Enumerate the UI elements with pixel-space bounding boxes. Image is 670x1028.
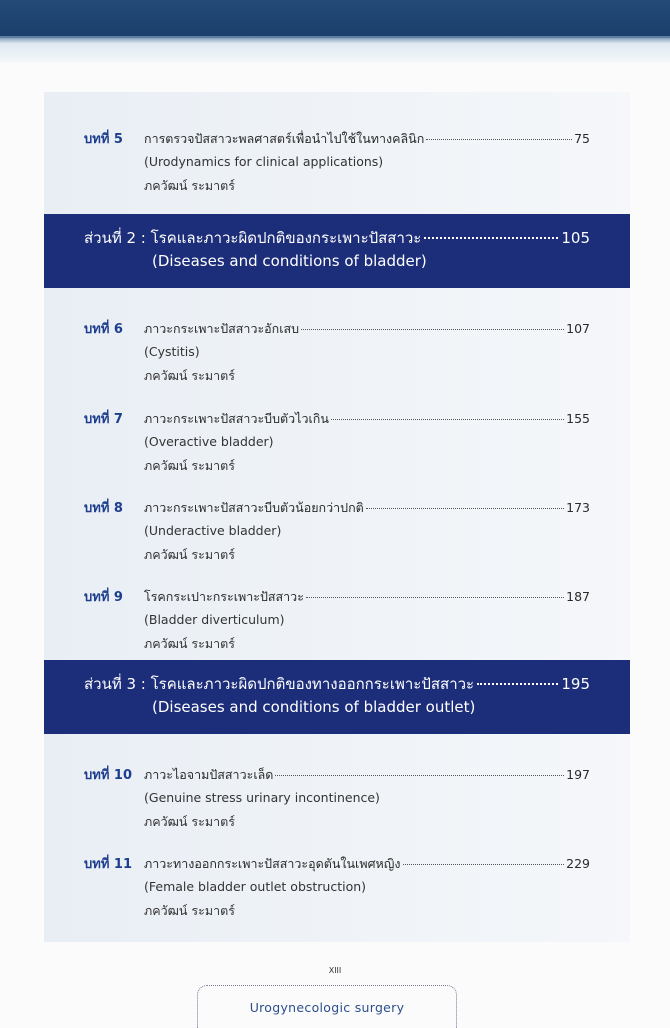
chapter-page: 173 — [566, 500, 590, 515]
chapter-subtitle: (Urodynamics for clinical applications) — [144, 154, 384, 169]
page-number: XIII — [328, 966, 342, 975]
section-page: 195 — [561, 675, 590, 693]
chapter-title: ภาวะไอจามปัสสาวะเล็ด — [144, 767, 274, 782]
chapter-author: ภควัฒน์ ระมาตร์ — [144, 903, 235, 918]
section-title: ส่วนที่ 3 : โรคและภาวะผิดปกติของทางออกกระเพาะปัสสาวะ — [84, 675, 475, 693]
chapter-author: ภควัฒน์ ระมาตร์ — [144, 458, 235, 473]
leader-dots — [275, 775, 564, 776]
chapter-number: บทที่ 9 — [84, 590, 123, 605]
chapter-page: 107 — [566, 321, 590, 336]
chapter-page: 229 — [566, 856, 590, 871]
section-subtitle: (Diseases and conditions of bladder outlet) — [152, 698, 476, 716]
leader-dots — [301, 329, 564, 330]
chapter-author: ภควัฒน์ ระมาตร์ — [144, 178, 235, 193]
chapter-number: บทที่ 11 — [84, 857, 133, 872]
chapter-title-line — [144, 587, 590, 607]
chapter-subtitle: (Genuine stress urinary incontinence) — [144, 790, 380, 805]
chapter-author: ภควัฒน์ ระมาตร์ — [144, 368, 235, 383]
chapter-number: บทที่ 7 — [84, 412, 123, 427]
chapter-subtitle: (Underactive bladder) — [144, 523, 282, 538]
leader-dots — [331, 419, 564, 420]
section-header — [44, 660, 630, 734]
leader-dots — [366, 508, 564, 509]
chapter-number: บทที่ 5 — [84, 132, 123, 147]
chapter-title: ภาวะกระเพาะปัสสาวะอักเสบ — [144, 321, 300, 336]
chapter-title-line — [144, 498, 590, 518]
chapter-page: 197 — [566, 767, 590, 782]
chapter-author: ภควัฒน์ ระมาตร์ — [144, 814, 235, 829]
section-header — [44, 214, 630, 288]
section-title-line — [84, 226, 590, 250]
chapter-page: 155 — [566, 411, 590, 426]
chapter-subtitle: (Bladder diverticulum) — [144, 612, 285, 627]
chapter-number: บทที่ 10 — [84, 768, 133, 783]
chapter-title-line — [144, 319, 590, 339]
chapter-title: การตรวจปัสสาวะพลศาสตร์เพื่อนำไปใช้ในทางคลินิก — [144, 131, 425, 146]
chapter-title-line — [144, 409, 590, 429]
chapter-title: โรคกระเปาะกระเพาะปัสสาวะ — [144, 589, 304, 604]
chapter-number: บทที่ 6 — [84, 322, 123, 337]
chapter-title-line — [144, 129, 590, 149]
footer-book-title-box — [197, 985, 457, 1028]
leader-dots — [424, 237, 558, 239]
chapter-number: บทที่ 8 — [84, 501, 123, 516]
chapter-title-line — [144, 765, 590, 785]
leader-dots — [306, 597, 564, 598]
leader-dots — [477, 683, 558, 685]
chapter-title: ภาวะทางออกกระเพาะปัสสาวะอุดตันในเพศหญิง — [144, 856, 401, 871]
leader-dots — [426, 139, 572, 140]
leader-dots — [403, 864, 565, 865]
book-title: Urogynecologic surgery — [249, 1000, 405, 1015]
section-title-line — [84, 672, 590, 696]
chapter-author: ภควัฒน์ ระมาตร์ — [144, 636, 235, 651]
chapter-title: ภาวะกระเพาะปัสสาวะบีบตัวไวเกิน — [144, 411, 329, 426]
chapter-subtitle: (Cystitis) — [144, 344, 200, 359]
chapter-page: 187 — [566, 589, 590, 604]
header-rule — [0, 36, 670, 37]
section-subtitle: (Diseases and conditions of bladder) — [152, 252, 427, 270]
chapter-page: 75 — [574, 131, 590, 146]
section-title: ส่วนที่ 2 : โรคและภาวะผิดปกติของกระเพาะปัสสาวะ — [84, 229, 422, 247]
chapter-title: ภาวะกระเพาะปัสสาวะบีบตัวน้อยกว่าปกติ — [144, 500, 364, 515]
chapter-title-line — [144, 854, 590, 874]
chapter-subtitle: (Female bladder outlet obstruction) — [144, 879, 367, 894]
chapter-subtitle: (Overactive bladder) — [144, 434, 274, 449]
chapter-author: ภควัฒน์ ระมาตร์ — [144, 547, 235, 562]
section-page: 105 — [561, 229, 590, 247]
header-band — [0, 0, 670, 62]
